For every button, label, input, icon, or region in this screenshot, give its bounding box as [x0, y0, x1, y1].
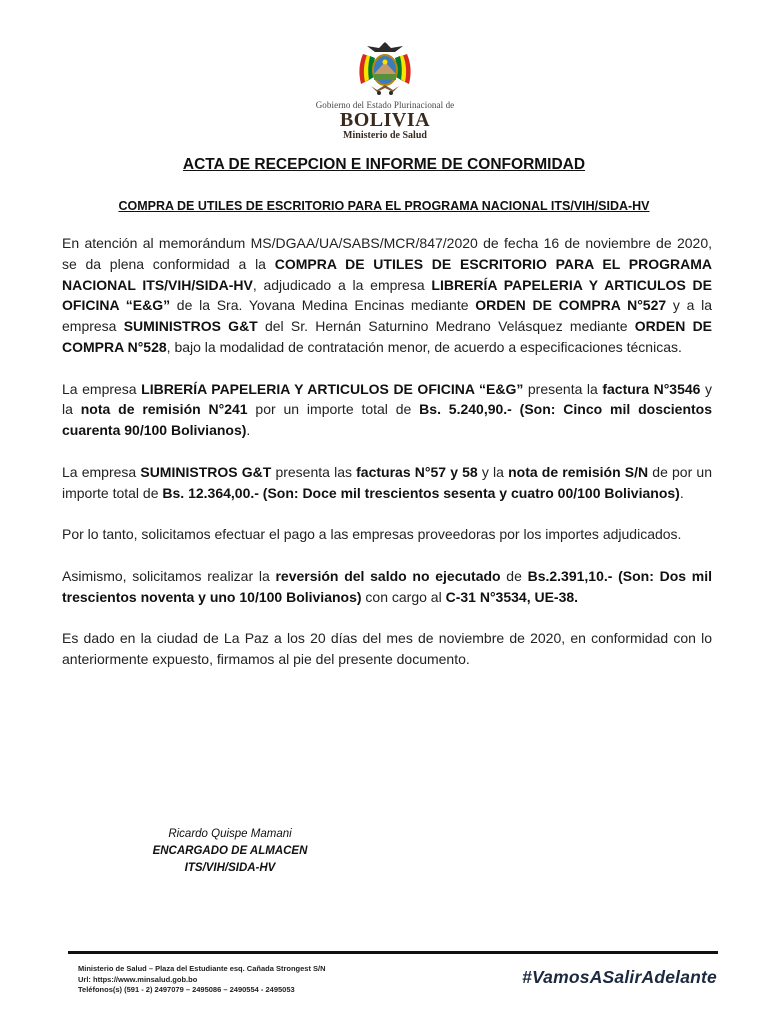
text-run: Por lo tanto, solicitamos efectuar el pago a las empresas proveedoras por los importes adjudicados. — [62, 526, 682, 543]
footer-address: Ministerio de Salud – Plaza del Estudiante esq. Cañada Strongest S/N — [78, 964, 326, 973]
paragraph-memorandum — [62, 233, 712, 358]
text-run: y a la empresa — [62, 297, 713, 335]
government-line: Gobierno del Estado Plurinacional de — [315, 100, 455, 110]
bold-run: facturas N°57 y 58 — [356, 463, 478, 480]
text-run: La empresa — [62, 380, 142, 397]
signer-role: ENCARGADO DE ALMACEN — [152, 845, 308, 857]
bold-run: Bs.2.391,10.- (Son: Dos mil trescientos noventa y uno 10/100 Bolivianos) — [62, 567, 712, 605]
text-run: y la — [62, 380, 712, 418]
signer-unit: ITS/VIH/SIDA-HV — [184, 862, 276, 874]
text-run: , adjudicado a la empresa — [252, 276, 432, 293]
bolivia-coat-of-arms-icon — [353, 40, 417, 98]
document-body — [62, 233, 712, 691]
country-name: BOLIVIA — [339, 109, 431, 131]
text-run: presenta la — [523, 380, 603, 397]
bold-run: SUMINISTROS G&T — [140, 463, 272, 480]
text-run: y la — [477, 463, 509, 480]
paragraph-payment-request — [62, 524, 712, 545]
text-run: Asimismo, solicitamos realizar la — [62, 567, 276, 584]
bold-run: nota de remisión S/N — [508, 463, 649, 480]
paragraph-eg-invoice — [62, 379, 712, 441]
bold-run: Bs. 12.364,00.- (Son: Doce mil trescientos sesenta y cuatro 00/100 Bolivianos) — [162, 484, 680, 501]
text-run: de la Sra. Yovana Medina Encinas mediante — [170, 297, 476, 314]
text-run: con cargo al — [361, 588, 446, 605]
paragraph-reversion — [62, 566, 712, 608]
text-run: de — [500, 567, 528, 584]
text-run: por un importe total de — [247, 401, 420, 418]
signature-block — [140, 826, 320, 877]
bold-run: reversión del saldo no ejecutado — [275, 567, 501, 584]
text-run: En atención al memorándum MS/DGAA/UA/SABS/MCR/847/2020 de fecha 16 de noviembre de 2020, se da plena conformidad a la — [62, 235, 712, 272]
text-run: . — [246, 422, 251, 439]
ministry-name: Ministerio de Salud — [343, 130, 427, 141]
bold-run: LIBRERÍA PAPELERIA Y ARTICULOS DE OFICINA “E&G” — [141, 380, 524, 397]
text-run: del Sr. Hernán Saturnino Medrano Velásquez mediante — [257, 318, 635, 335]
bold-run: ORDEN DE COMPRA N°527 — [475, 297, 667, 314]
text-run: Es dado en la ciudad de La Paz a los 20 días del mes de noviembre de 2020, en conformidad con lo anteriormente expuesto, firmamos al pie del presente documento. — [62, 630, 712, 667]
text-run: , bajo la modalidad de contratación menor, de acuerdo a especificaciones técnicas. — [166, 338, 682, 355]
document-subtitle: COMPRA DE UTILES DE ESCRITORIO PARA EL PROGRAMA NACIONAL ITS/VIH/SIDA-HV — [118, 199, 650, 213]
bold-run: COMPRA DE UTILES DE ESCRITORIO PARA EL PROGRAMA NACIONAL ITS/VIH/SIDA-HV — [62, 255, 712, 293]
bold-run: Bs. 5.240,90.- (Son: Cinco mil doscientos cuarenta 90/100 Bolivianos) — [62, 401, 712, 439]
letterhead — [300, 40, 470, 141]
text-run: . — [679, 484, 684, 501]
bold-run: nota de remisión N°241 — [80, 401, 248, 418]
bold-run: LIBRERÍA PAPELERIA Y ARTICULOS DE OFICINA “E&G” — [62, 276, 712, 314]
bold-run: ORDEN DE COMPRA N°528 — [62, 318, 713, 355]
paragraph-closing — [62, 628, 712, 670]
signer-name: Ricardo Quispe Mamani — [168, 828, 292, 840]
bold-run: SUMINISTROS G&T — [123, 318, 258, 335]
text-run: de por un importe total de — [62, 463, 712, 501]
footer-hashtag: #VamosASalirAdelante — [522, 967, 717, 987]
bold-run: C-31 N°3534, UE-38. — [445, 588, 579, 605]
text-run: La empresa — [62, 463, 141, 480]
paragraph-gt-invoice — [62, 462, 712, 504]
bold-run: factura N°3546 — [602, 380, 701, 397]
document-title: ACTA DE RECEPCION E INFORME DE CONFORMIDAD — [182, 156, 586, 173]
text-run: presenta las — [271, 463, 357, 480]
footer-contact — [78, 964, 478, 996]
footer-url: Url: https://www.minsalud.gob.bo — [78, 974, 198, 984]
footer-divider — [68, 951, 718, 954]
footer-phones: Teléfonos(s) (591 - 2) 2497079 – 2495086 – 2490554 - 2495053 — [78, 985, 295, 994]
